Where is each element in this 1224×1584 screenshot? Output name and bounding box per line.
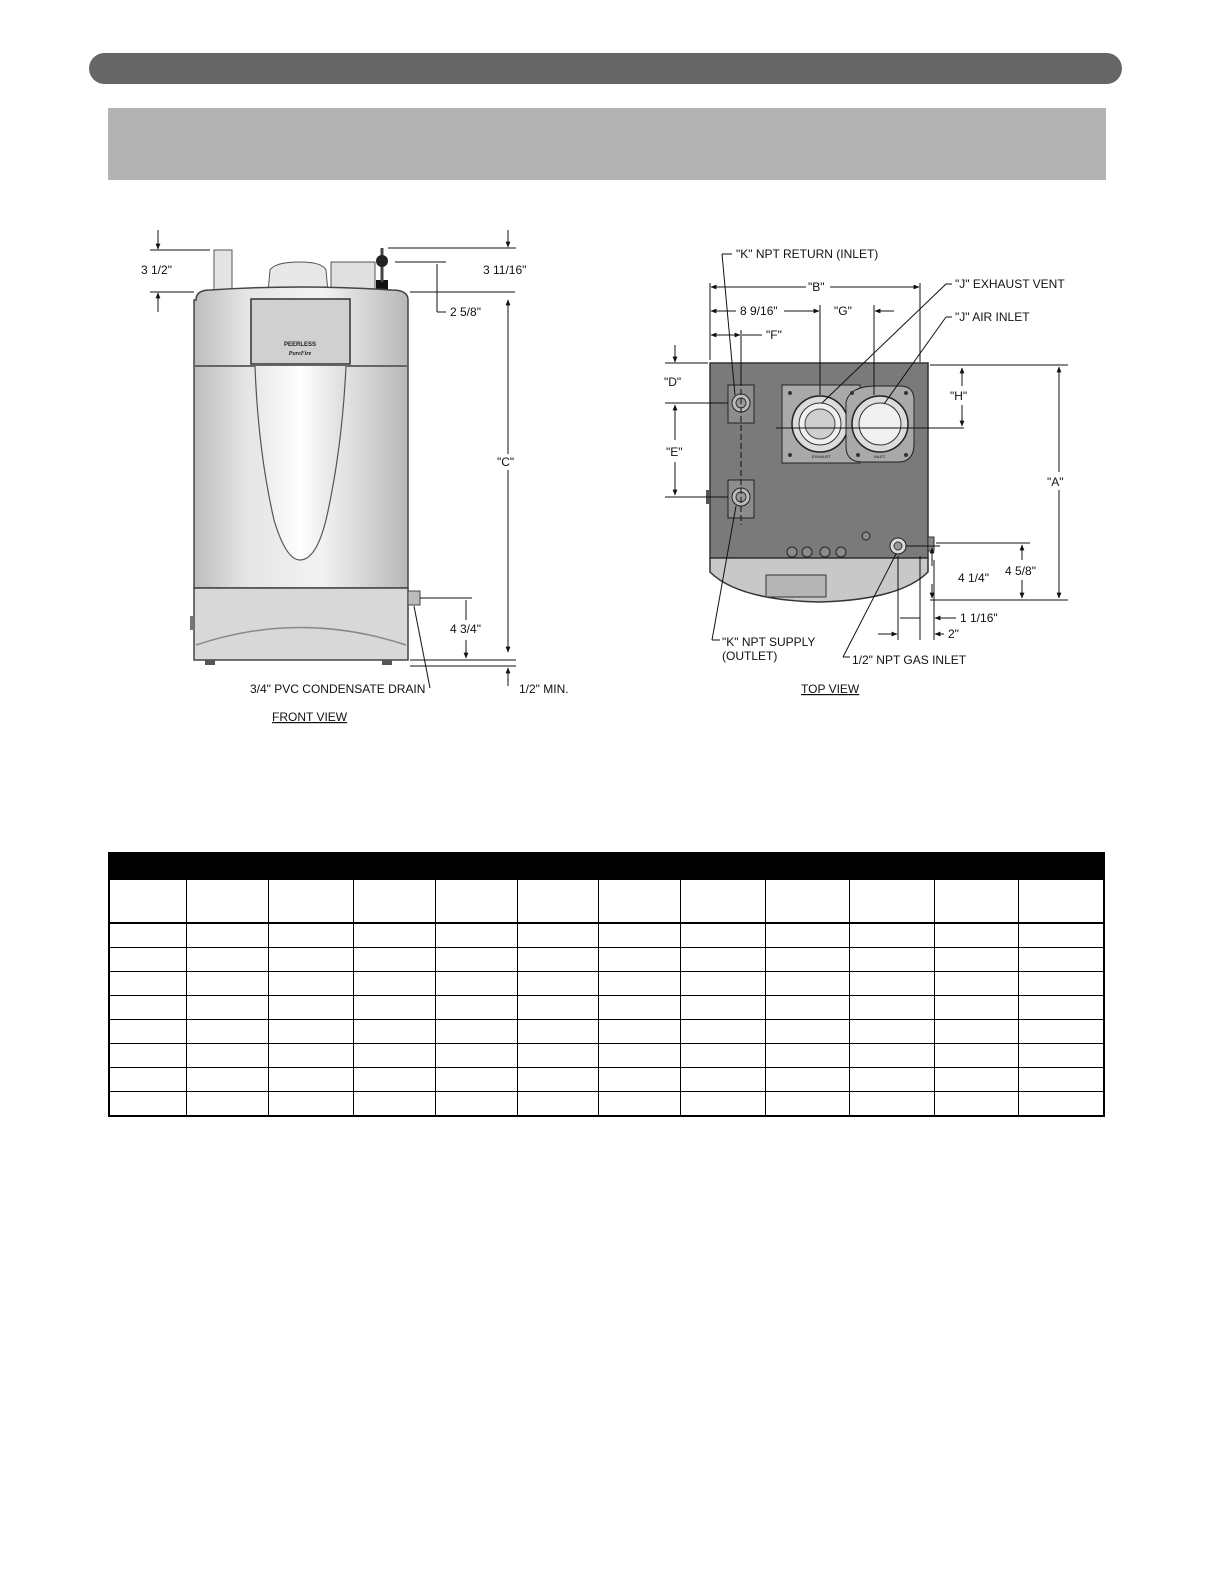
dim-c: "C" [497,455,515,469]
table-cell [1018,923,1104,948]
dim-b: "B" [808,280,825,294]
dim-clearance: 1/2" MIN. [519,682,569,696]
inlet-plate-label: INLET [874,454,886,459]
table-cell [680,923,765,948]
gauge-port [862,532,870,540]
label-gas-inlet: 1/2" NPT GAS INLET [852,653,967,667]
table-cell [598,923,680,948]
table-cell [109,996,186,1020]
table-cell [1018,1092,1104,1117]
dim-top-height: 3 1/2" [141,263,172,277]
table-cell [353,1068,435,1092]
table-cell [765,1092,849,1117]
table-cell [268,1020,353,1044]
table-cell [849,1068,934,1092]
table-cell [353,1020,435,1044]
table-cell [268,1068,353,1092]
table-cell [934,1092,1018,1117]
table-cell [109,923,186,948]
table-cell [517,1092,598,1117]
table-cell [1018,1020,1104,1044]
table-cell [268,972,353,996]
dim-a: "A" [1047,475,1064,489]
table-cell [598,1092,680,1117]
dim-gas-side: 2" [948,627,959,641]
table-cell [517,1044,598,1068]
dim-offset: 2 5/8" [450,305,481,319]
table-cell [435,1092,517,1117]
table-cell [598,1068,680,1092]
table-cell [109,1068,186,1092]
table-cell [353,1092,435,1117]
table-cell [435,1020,517,1044]
foot-right [382,660,392,665]
condensate-fitting [408,591,420,605]
table-cell [109,972,186,996]
table-cell [186,972,268,996]
table-header-cell [435,880,517,924]
table-cell [353,948,435,972]
table-cell [934,1020,1018,1044]
table-cell [934,1068,1018,1092]
table-cell [680,972,765,996]
label-condensate-drain: 3/4" PVC CONDENSATE DRAIN [250,682,426,696]
table-cell [598,1020,680,1044]
side-fitting [190,616,194,630]
table-cell [765,972,849,996]
table-cell [680,1092,765,1117]
brand-line-2: PureFire [288,351,312,357]
table-cell [765,996,849,1020]
table-cell [849,948,934,972]
table-cell [934,948,1018,972]
table-cell [1018,1044,1104,1068]
label-exhaust-vent: "J" EXHAUST VENT [955,277,1065,291]
table-header-cell [765,880,849,924]
top-view-title: TOP VIEW [801,682,860,696]
table-row [109,948,1104,972]
table-cell [353,972,435,996]
table-header-cell [1018,880,1104,924]
exhaust-plate-label: EXHAUST [812,454,831,459]
table-cell [598,948,680,972]
table-cell [765,1068,849,1092]
dimensions-grid [108,879,1105,1117]
table-row [109,923,1104,948]
foot-left [205,660,215,665]
table-cell [435,948,517,972]
table-row [109,1020,1104,1044]
table-row [109,1068,1104,1092]
table-cell [765,1044,849,1068]
table-cell [1018,1068,1104,1092]
table-header-cell [186,880,268,924]
table-cell [186,923,268,948]
table-cell [186,1068,268,1092]
table-cell [849,972,934,996]
table-cell [849,1044,934,1068]
gas-side-fitting [928,537,934,551]
table-header-cell [353,880,435,924]
table-cell [353,996,435,1020]
label-supply-line1: "K" NPT SUPPLY [722,635,816,649]
dim-f: "F" [766,328,782,342]
table-cell [598,1044,680,1068]
table-cell [680,1068,765,1092]
table-cell [1018,972,1104,996]
table-cell [1018,996,1104,1020]
table-cell [517,948,598,972]
table-cell [598,972,680,996]
label-return: "K" NPT RETURN (INLET) [736,247,879,261]
table-cell [186,948,268,972]
knockout-1 [787,547,797,557]
table-cell [517,972,598,996]
table-cell [765,948,849,972]
dim-g: "G" [834,304,852,318]
dim-side-height: 4 5/8" [1005,564,1036,578]
table-cell [109,1044,186,1068]
top-view [664,247,1068,696]
table-row [109,1044,1104,1068]
label-air-inlet: "J" AIR INLET [955,310,1030,324]
base-section [194,588,408,660]
table-cell [517,996,598,1020]
table-cell [934,996,1018,1020]
table-cell [435,1044,517,1068]
dim-drain-height: 4 3/4" [450,622,481,636]
table-row [109,972,1104,996]
table-header-cell [517,880,598,924]
table-header-cell [268,880,353,924]
table-cell [849,996,934,1020]
table-cell [435,996,517,1020]
knockout-2 [802,547,812,557]
table-cell [849,1020,934,1044]
table-cell [109,1092,186,1117]
table-header-cell [109,880,186,924]
table-cell [1018,948,1104,972]
front-handle [766,575,826,597]
table-cell [186,1020,268,1044]
table-cell [517,1068,598,1092]
label-supply-line2: (OUTLET) [722,649,778,663]
table-cell [765,1020,849,1044]
dim-b-left: 8 9/16" [740,304,778,318]
brand-line-1: PEERLESS [283,342,317,348]
table-cell [598,996,680,1020]
gas-valve-handle [376,255,388,267]
table-cell [109,1020,186,1044]
vent-pipe [214,250,232,292]
table-cell [934,972,1018,996]
dim-gas-height: 4 1/4" [958,571,989,585]
table-cell [849,923,934,948]
table-cell [353,923,435,948]
front-view-title: FRONT VIEW [272,710,348,724]
dimensions-table [108,852,1105,1117]
table-cell [268,923,353,948]
table-cell [268,996,353,1020]
table-cell [435,972,517,996]
table-cell [680,1044,765,1068]
table-cell [680,996,765,1020]
table-row [109,996,1104,1020]
table-cell [268,1044,353,1068]
dim-e: "E" [666,445,683,459]
table-cell [680,948,765,972]
table-cell [186,996,268,1020]
table-cell [517,923,598,948]
table-header-cell [680,880,765,924]
table-header-cell [849,880,934,924]
dim-valve-height: 3 11/16" [483,263,527,277]
dim-gas-offset: 1 1/16" [960,611,998,625]
table-cell [186,1044,268,1068]
table-cell [680,1020,765,1044]
table-cell [109,948,186,972]
table-cell [268,1092,353,1117]
table-row [109,1092,1104,1117]
table-cell [517,1020,598,1044]
table-cell [934,923,1018,948]
table-cell [435,1068,517,1092]
table-header-cell [934,880,1018,924]
table-header-row [109,880,1104,924]
dim-d: "D" [664,375,682,389]
dim-h: "H" [950,389,968,403]
knockout-3 [820,547,830,557]
table-cell [186,1092,268,1117]
front-view [141,230,569,724]
table-cell [268,948,353,972]
table-cell [435,923,517,948]
knockout-4 [836,547,846,557]
table-cell [353,1044,435,1068]
table-cell [934,1044,1018,1068]
table-cell [765,923,849,948]
table-cell [849,1092,934,1117]
table-header-cell [598,880,680,924]
table-title-bar [108,852,1105,879]
